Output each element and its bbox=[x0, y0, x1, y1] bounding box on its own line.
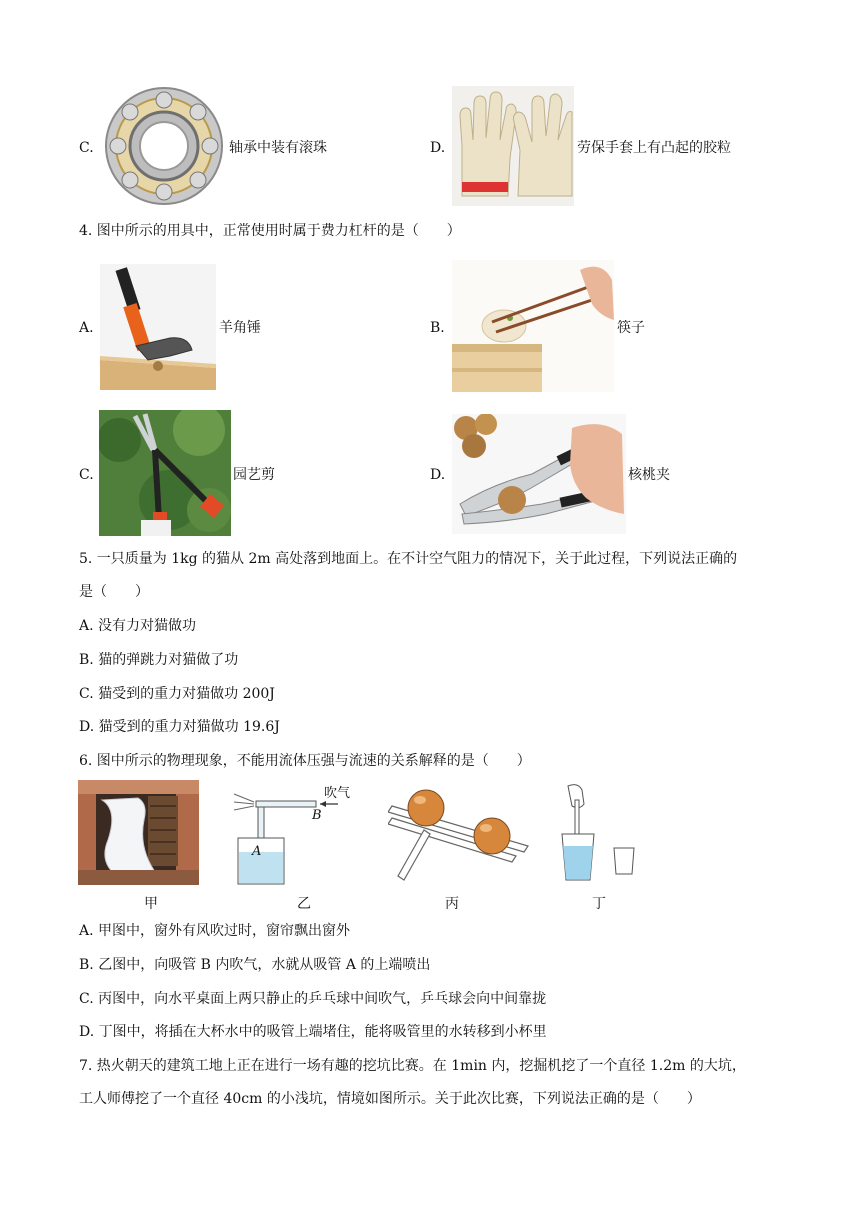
garden-shears-photo bbox=[99, 410, 231, 536]
ping-pong-rails-diagram bbox=[388, 784, 532, 884]
figure-label-ding: 丁 bbox=[592, 896, 606, 912]
figure-label-jia: 甲 bbox=[144, 896, 158, 912]
chopsticks-photo bbox=[452, 260, 614, 392]
q4-option-c-letter: C. bbox=[79, 467, 94, 483]
q5-stem-line2: 是（ ） bbox=[79, 584, 149, 600]
straw-transfer-diagram bbox=[548, 782, 640, 884]
q3-option-c-letter: C. bbox=[79, 140, 94, 156]
window-curtain-photo bbox=[78, 780, 199, 885]
straw-b-label: B bbox=[312, 808, 322, 823]
q7-stem-line1: 7. 热火朝天的建筑工地上正在进行一场有趣的挖坑比赛。在 1min 内，挖掘机挖了一个直径 1.2m 的大坑， bbox=[79, 1058, 746, 1074]
straw-a-label: A bbox=[252, 844, 262, 859]
q6-option-b: B. 乙图中，向吸管 B 内吹气，水就从吸管 A 的上端喷出 bbox=[79, 957, 431, 973]
q5-option-b: B. 猫的弹跳力对猫做了功 bbox=[79, 652, 239, 668]
claw-hammer-photo bbox=[100, 264, 216, 390]
q6-option-d: D. 丁图中，将插在大杯水中的吸管上端堵住，能将吸管里的水转移到小杯里 bbox=[79, 1024, 547, 1040]
q5-option-d: D. 猫受到的重力对猫做功 19.6J bbox=[79, 719, 280, 735]
q6-option-a: A. 甲图中，窗外有风吹过时，窗帘飘出窗外 bbox=[79, 923, 351, 939]
walnut-cracker-photo bbox=[452, 414, 626, 534]
q4-option-d-caption: 核桃夹 bbox=[628, 467, 670, 483]
q4-option-c-caption: 园艺剪 bbox=[233, 467, 275, 483]
q4-option-d-letter: D. bbox=[430, 467, 446, 483]
q4-option-b-letter: B. bbox=[430, 320, 445, 336]
q4-option-a-letter: A. bbox=[79, 320, 94, 336]
q5-option-a: A. 没有力对猫做功 bbox=[79, 618, 197, 634]
q4-option-b-caption: 筷子 bbox=[617, 320, 645, 336]
q3-option-c-caption: 轴承中装有滚珠 bbox=[229, 140, 327, 156]
figure-label-yi: 乙 bbox=[297, 896, 311, 912]
q4-stem: 4. 图中所示的用具中，正常使用时属于费力杠杆的是（ ） bbox=[79, 223, 461, 239]
figure-label-bing: 丙 bbox=[445, 896, 459, 912]
q6-stem: 6. 图中所示的物理现象，不能用流体压强与流速的关系解释的是（ ） bbox=[79, 753, 531, 769]
q5-option-c: C. 猫受到的重力对猫做功 200J bbox=[79, 686, 275, 702]
blow-label: 吹气 bbox=[324, 786, 351, 801]
q5-stem-line1: 5. 一只质量为 1kg 的猫从 2m 高处落到地面上。在不计空气阻力的情况下，关于此过程，下列说法正确的 bbox=[79, 551, 738, 567]
q3-option-d-letter: D. bbox=[430, 140, 446, 156]
bearing-illustration bbox=[102, 84, 226, 208]
q3-option-d-caption: 劳保手套上有凸起的胶粒 bbox=[577, 140, 731, 156]
gloves-photo bbox=[452, 86, 574, 206]
q7-stem-line2: 工人师傅挖了一个直径 40cm 的小浅坑，情境如图所示。关于此次比赛，下列说法正确的是（ ） bbox=[79, 1091, 701, 1107]
q6-option-c: C. 丙图中，向水平桌面上两只静止的乒乓球中间吹气，乒乓球会向中间靠拢 bbox=[79, 991, 547, 1007]
q4-option-a-caption: 羊角锤 bbox=[219, 320, 261, 336]
